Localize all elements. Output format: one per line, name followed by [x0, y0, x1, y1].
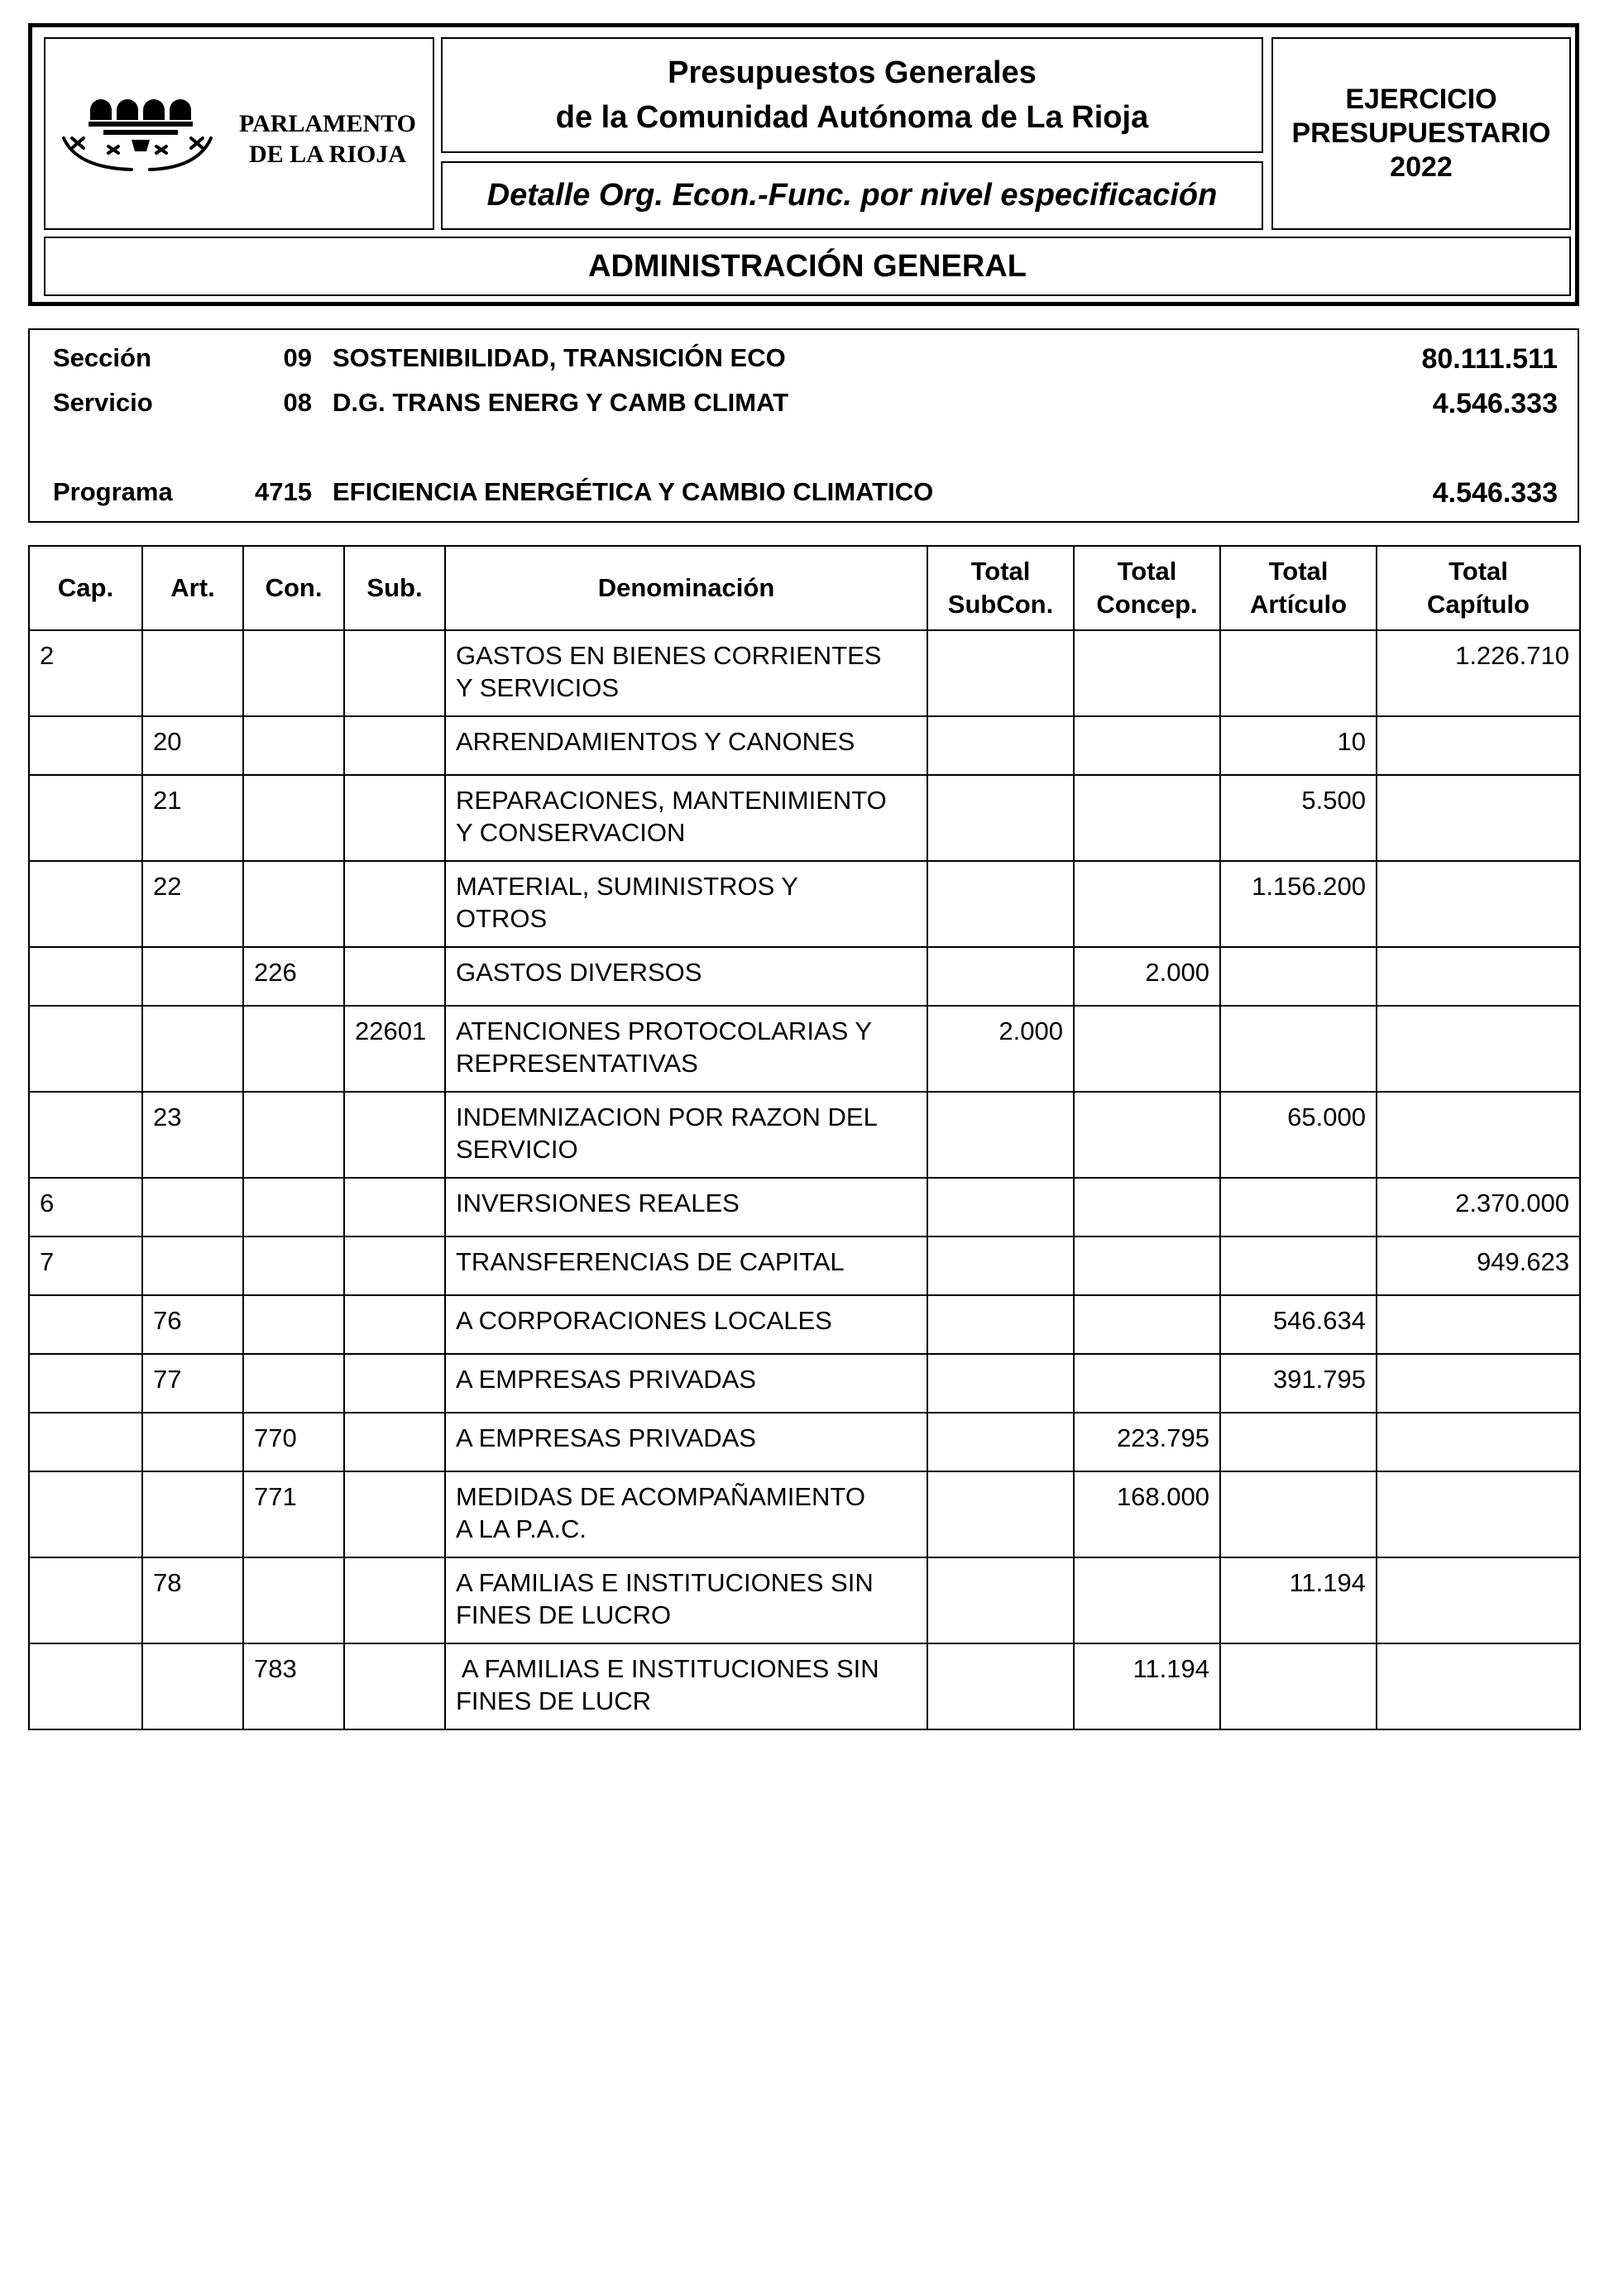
- cell-cap: [29, 716, 142, 775]
- cell-con: [243, 1178, 344, 1236]
- cell-den: [445, 630, 927, 716]
- header-total-concep-line1: Total: [1117, 557, 1177, 586]
- cell-concep: 2.000: [1074, 947, 1220, 1006]
- cell-concep: [1074, 1178, 1220, 1236]
- cell-art: [142, 1643, 243, 1729]
- cell-art: 21: [142, 775, 243, 861]
- denominacion-line: A FAMILIAS E INSTITUCIONES SIN: [456, 1568, 874, 1597]
- cell-den: [445, 1413, 927, 1471]
- denominacion-line: Y SERVICIOS: [456, 673, 619, 702]
- table-row: [29, 1471, 1580, 1557]
- denominacion-line: ATENCIONES PROTOCOLARIAS Y: [456, 1016, 873, 1045]
- cell-subcon: [927, 1295, 1074, 1354]
- cell-concep: [1074, 861, 1220, 947]
- seccion-label: Sección: [53, 343, 151, 372]
- cell-subcon: [927, 1092, 1074, 1178]
- cell-art: 76: [142, 1295, 243, 1354]
- header-cap: Cap.: [29, 546, 142, 630]
- header-sub: Sub.: [344, 546, 445, 630]
- header-total-capitulo: [1377, 546, 1580, 630]
- header-total-articulo-line1: Total: [1268, 557, 1329, 586]
- cell-articulo: 65.000: [1220, 1092, 1377, 1178]
- cell-articulo: 5.500: [1220, 775, 1377, 861]
- table-row: [29, 1178, 1580, 1236]
- cell-art: 22: [142, 861, 243, 947]
- cell-capitulo: [1377, 1092, 1580, 1178]
- cell-cap: 6: [29, 1178, 142, 1236]
- servicio-label: Servicio: [53, 388, 153, 417]
- parliament-name: [224, 108, 431, 170]
- header-total-subcon-line2: SubCon.: [947, 590, 1054, 619]
- programa-amount: 4.546.333: [1432, 477, 1558, 509]
- cell-sub: 22601: [344, 1006, 445, 1092]
- cell-articulo: [1220, 1413, 1377, 1471]
- cell-sub: [344, 1236, 445, 1295]
- denominacion-line: GASTOS DIVERSOS: [456, 958, 702, 987]
- cell-capitulo: 949.623: [1377, 1236, 1580, 1295]
- cell-capitulo: [1377, 1471, 1580, 1557]
- cell-concep: 11.194: [1074, 1643, 1220, 1729]
- denominacion-line: Y CONSERVACION: [456, 818, 686, 847]
- denominacion-line: A EMPRESAS PRIVADAS: [456, 1365, 756, 1394]
- denominacion-line: FINES DE LUCR: [456, 1686, 651, 1715]
- document-title: [441, 37, 1263, 153]
- header-total-capitulo-line1: Total: [1449, 557, 1508, 586]
- fiscal-year-box: [1271, 37, 1571, 230]
- denominacion-line: A CORPORACIONES LOCALES: [456, 1306, 832, 1335]
- cell-art: [142, 1236, 243, 1295]
- cell-den: [445, 716, 927, 775]
- servicio-name: D.G. TRANS ENERG Y CAMB CLIMAT: [333, 388, 789, 417]
- cell-cap: [29, 1295, 142, 1354]
- cell-cap: [29, 1643, 142, 1729]
- cell-cap: 2: [29, 630, 142, 716]
- cell-art: [142, 1413, 243, 1471]
- table-row: [29, 1643, 1580, 1729]
- parliament-name-line2: DE LA RIOJA: [248, 141, 407, 168]
- cell-subcon: [927, 1178, 1074, 1236]
- table-row: [29, 947, 1580, 1006]
- cell-con: [243, 716, 344, 775]
- cell-den: [445, 1006, 927, 1092]
- cell-concep: [1074, 1295, 1220, 1354]
- cell-sub: [344, 716, 445, 775]
- fiscal-year: 2022: [1390, 151, 1453, 183]
- denominacion-line: GASTOS EN BIENES CORRIENTES: [456, 641, 882, 670]
- seccion-row: [30, 343, 1578, 376]
- cell-sub: [344, 1413, 445, 1471]
- cell-cap: 7: [29, 1236, 142, 1295]
- cell-concep: 223.795: [1074, 1413, 1220, 1471]
- table-row: [29, 716, 1580, 775]
- cell-capitulo: [1377, 1643, 1580, 1729]
- denominacion-line: A FAMILIAS E INSTITUCIONES SIN: [456, 1654, 879, 1683]
- document-subtitle: Detalle Org. Econ.-Func. por nivel especificación: [441, 161, 1263, 230]
- section-info: [28, 328, 1579, 523]
- cell-capitulo: [1377, 1354, 1580, 1413]
- cell-con: [243, 1354, 344, 1413]
- cell-cap: [29, 1354, 142, 1413]
- cell-subcon: [927, 1557, 1074, 1643]
- cell-capitulo: [1377, 1413, 1580, 1471]
- cell-art: [142, 1471, 243, 1557]
- denominacion-line: ARRENDAMIENTOS Y CANONES: [456, 727, 855, 756]
- cell-articulo: [1220, 947, 1377, 1006]
- denominacion-line: REPRESENTATIVAS: [456, 1049, 698, 1078]
- header-total-articulo: [1220, 546, 1377, 630]
- cell-subcon: [927, 1643, 1074, 1729]
- cell-art: 78: [142, 1557, 243, 1643]
- cell-capitulo: 1.226.710: [1377, 630, 1580, 716]
- cell-subcon: [927, 1413, 1074, 1471]
- header-total-subcon: [927, 546, 1074, 630]
- seccion-name: SOSTENIBILIDAD, TRANSICIÓN ECO: [333, 343, 786, 372]
- cell-art: [142, 1178, 243, 1236]
- cell-sub: [344, 1178, 445, 1236]
- cell-art: [142, 630, 243, 716]
- cell-den: [445, 1295, 927, 1354]
- table-row: [29, 1413, 1580, 1471]
- cell-den: [445, 1092, 927, 1178]
- cell-concep: [1074, 1236, 1220, 1295]
- cell-cap: [29, 1092, 142, 1178]
- denominacion-line: INDEMNIZACION POR RAZON DEL: [456, 1103, 878, 1131]
- cell-subcon: 2.000: [927, 1006, 1074, 1092]
- cell-cap: [29, 1471, 142, 1557]
- seccion-code: 09: [283, 343, 312, 372]
- cell-sub: [344, 1092, 445, 1178]
- cell-articulo: [1220, 1471, 1377, 1557]
- cell-den: [445, 1557, 927, 1643]
- cell-articulo: [1220, 1178, 1377, 1236]
- cell-sub: [344, 775, 445, 861]
- servicio-amount: 4.546.333: [1432, 388, 1558, 419]
- cell-subcon: [927, 1354, 1074, 1413]
- header-art: Art.: [142, 546, 243, 630]
- cell-concep: [1074, 775, 1220, 861]
- cell-art: [142, 947, 243, 1006]
- cell-subcon: [927, 716, 1074, 775]
- cell-con: 783: [243, 1643, 344, 1729]
- cell-con: 770: [243, 1413, 344, 1471]
- table-row: [29, 1092, 1580, 1178]
- cell-articulo: 10: [1220, 716, 1377, 775]
- administration-title: ADMINISTRACIÓN GENERAL: [44, 237, 1571, 296]
- cell-sub: [344, 1643, 445, 1729]
- cell-articulo: 391.795: [1220, 1354, 1377, 1413]
- cell-articulo: [1220, 1006, 1377, 1092]
- table-row: [29, 1006, 1580, 1092]
- table-row: [29, 861, 1580, 947]
- denominacion-line: REPARACIONES, MANTENIMIENTO: [456, 786, 887, 815]
- table-row: [29, 1557, 1580, 1643]
- denominacion-line: TRANSFERENCIAS DE CAPITAL: [456, 1247, 845, 1276]
- cell-den: [445, 1643, 927, 1729]
- cell-den: [445, 861, 927, 947]
- title-line1: Presupuestos Generales: [668, 55, 1037, 90]
- title-line2: de la Comunidad Autónoma de La Rioja: [555, 100, 1149, 135]
- cell-articulo: [1220, 630, 1377, 716]
- programa-code: 4715: [255, 477, 312, 506]
- cell-capitulo: [1377, 1557, 1580, 1643]
- table-row: [29, 1236, 1580, 1295]
- cell-den: [445, 947, 927, 1006]
- header-total-articulo-line2: Artículo: [1249, 590, 1348, 619]
- cell-articulo: [1220, 1236, 1377, 1295]
- denominacion-line: MEDIDAS DE ACOMPAÑAMIENTO: [456, 1482, 865, 1511]
- cell-subcon: [927, 1236, 1074, 1295]
- cell-con: [243, 1006, 344, 1092]
- cell-sub: [344, 861, 445, 947]
- programa-name: EFICIENCIA ENERGÉTICA Y CAMBIO CLIMATICO: [333, 477, 934, 506]
- cell-con: [243, 1557, 344, 1643]
- denominacion-line: SERVICIO: [456, 1135, 578, 1164]
- denominacion-line: INVERSIONES REALES: [456, 1189, 740, 1217]
- cell-capitulo: [1377, 947, 1580, 1006]
- programa-label: Programa: [53, 477, 173, 506]
- servicio-code: 08: [283, 388, 312, 417]
- cell-sub: [344, 1354, 445, 1413]
- cell-concep: 168.000: [1074, 1471, 1220, 1557]
- cell-con: [243, 1092, 344, 1178]
- cell-articulo: 11.194: [1220, 1557, 1377, 1643]
- cell-con: [243, 1236, 344, 1295]
- cell-con: [243, 861, 344, 947]
- table-header-row: [29, 546, 1580, 630]
- header-total-capitulo-line2: Capítulo: [1427, 590, 1530, 619]
- cell-concep: [1074, 1092, 1220, 1178]
- cell-cap: [29, 861, 142, 947]
- cell-con: 226: [243, 947, 344, 1006]
- cell-den: [445, 1236, 927, 1295]
- table-row: [29, 1295, 1580, 1354]
- cell-sub: [344, 1557, 445, 1643]
- cell-capitulo: [1377, 861, 1580, 947]
- programa-row: [30, 477, 1578, 510]
- cell-con: [243, 775, 344, 861]
- cell-concep: [1074, 1006, 1220, 1092]
- servicio-row: [30, 388, 1578, 421]
- cell-subcon: [927, 630, 1074, 716]
- cell-concep: [1074, 630, 1220, 716]
- table-body: [29, 630, 1580, 1729]
- cell-cap: [29, 775, 142, 861]
- parliament-name-line1: PARLAMENTO: [239, 110, 416, 137]
- cell-subcon: [927, 1471, 1074, 1557]
- denominacion-line: OTROS: [456, 904, 548, 933]
- cell-subcon: [927, 861, 1074, 947]
- cell-capitulo: [1377, 775, 1580, 861]
- cell-cap: [29, 1006, 142, 1092]
- cell-cap: [29, 1413, 142, 1471]
- cell-sub: [344, 1471, 445, 1557]
- cell-cap: [29, 1557, 142, 1643]
- cell-articulo: [1220, 1643, 1377, 1729]
- denominacion-line: MATERIAL, SUMINISTROS Y: [456, 872, 798, 901]
- cell-sub: [344, 947, 445, 1006]
- cell-den: [445, 775, 927, 861]
- cell-con: [243, 630, 344, 716]
- cell-concep: [1074, 716, 1220, 775]
- year-label1: EJERCICIO: [1345, 84, 1497, 115]
- cell-capitulo: 2.370.000: [1377, 1178, 1580, 1236]
- denominacion-line: A EMPRESAS PRIVADAS: [456, 1423, 756, 1452]
- year-label2: PRESUPUESTARIO: [1291, 117, 1551, 149]
- logo-box: [44, 37, 434, 230]
- cell-capitulo: [1377, 1295, 1580, 1354]
- cell-art: [142, 1006, 243, 1092]
- cell-sub: [344, 630, 445, 716]
- cell-capitulo: [1377, 716, 1580, 775]
- header-denominacion: Denominación: [445, 546, 927, 630]
- cell-articulo: 1.156.200: [1220, 861, 1377, 947]
- cell-art: 77: [142, 1354, 243, 1413]
- header-total-subcon-line1: Total: [970, 557, 1031, 586]
- cell-con: 771: [243, 1471, 344, 1557]
- denominacion-line: FINES DE LUCRO: [456, 1600, 672, 1629]
- header-total-concep-line2: Concep.: [1096, 590, 1198, 619]
- cell-cap: [29, 947, 142, 1006]
- denominacion-line: A LA P.A.C.: [456, 1514, 587, 1543]
- header-total-concep: [1074, 546, 1220, 630]
- seccion-amount: 80.111.511: [1421, 343, 1558, 375]
- table-row: [29, 1354, 1580, 1413]
- cell-con: [243, 1295, 344, 1354]
- cell-subcon: [927, 775, 1074, 861]
- cell-concep: [1074, 1557, 1220, 1643]
- cell-articulo: 546.634: [1220, 1295, 1377, 1354]
- cell-subcon: [927, 947, 1074, 1006]
- cell-sub: [344, 1295, 445, 1354]
- cell-art: 20: [142, 716, 243, 775]
- budget-table: [28, 545, 1581, 1730]
- cell-den: [445, 1471, 927, 1557]
- table-row: [29, 775, 1580, 861]
- cell-concep: [1074, 1354, 1220, 1413]
- cell-art: 23: [142, 1092, 243, 1178]
- cell-capitulo: [1377, 1006, 1580, 1092]
- cell-den: [445, 1354, 927, 1413]
- document-header: [28, 23, 1579, 306]
- header-con: Con.: [243, 546, 344, 630]
- cell-den: [445, 1178, 927, 1236]
- table-row: [29, 630, 1580, 716]
- parliament-logo-icon: [60, 88, 214, 188]
